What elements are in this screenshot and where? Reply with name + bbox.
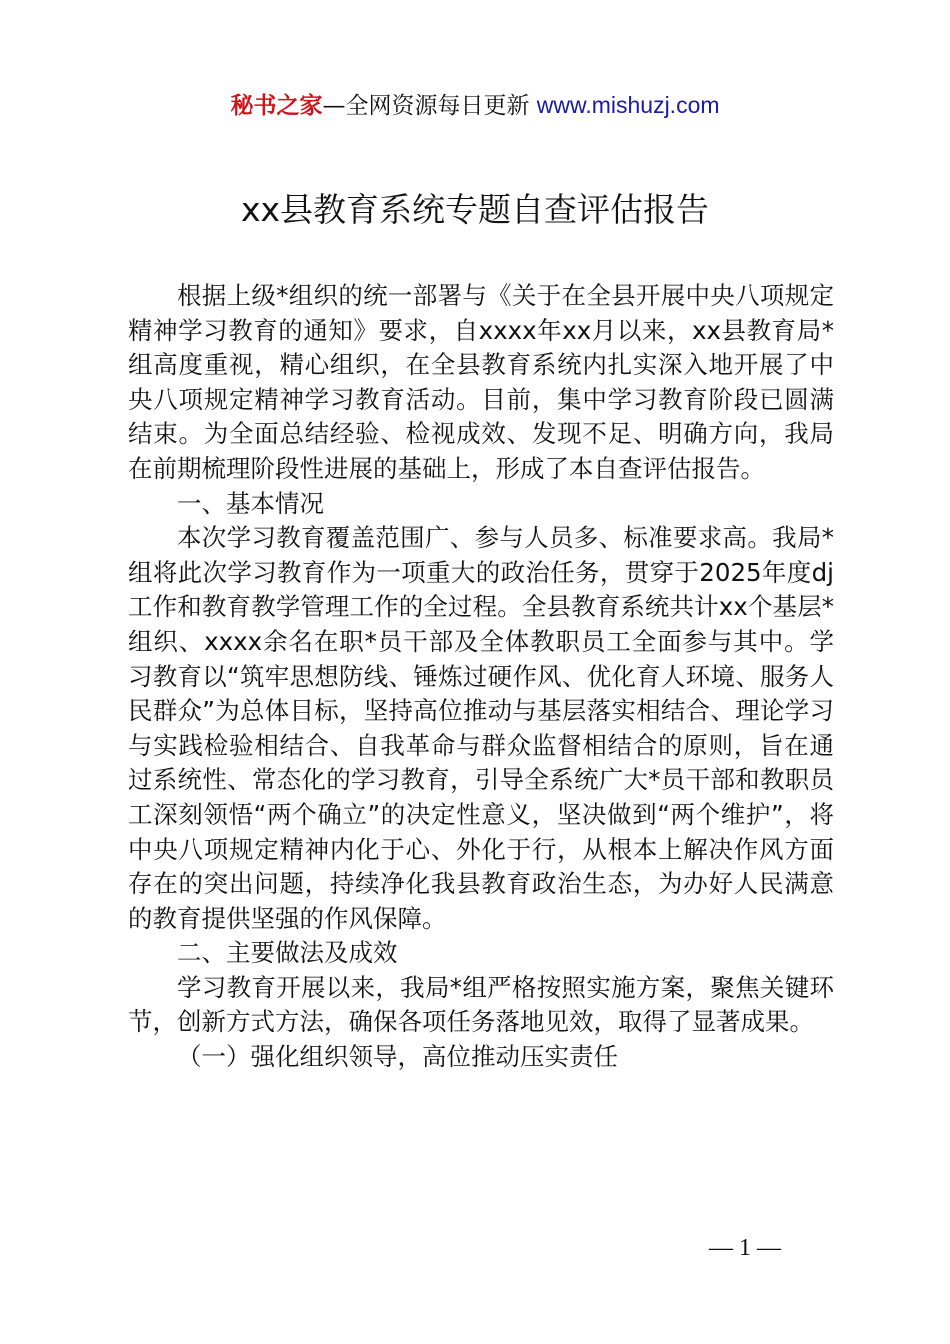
- document-body: [128, 279, 834, 1075]
- page-number: — 1 —: [709, 1235, 781, 1261]
- site-tagline: —全网资源每日更新: [322, 93, 530, 119]
- site-url-link[interactable]: www.mishuzj.com: [536, 92, 720, 118]
- intro-paragraph: 根据上级*组织的统一部署与《关于在全县开展中央八项规定精神学习教育的通知》要求，自xxxx年xx月以来，xx县教育局*组高度重视，精心组织，在全县教育系统内扎实深入地开展了中央八项规定精神学习教育活动。目前，集中学习教育阶段已圆满结束。为全面总结经验、检视成效、发现不足、明确方向，我局在前期梳理阶段性进展的基础上，形成了本自查评估报告。: [128, 281, 834, 483]
- section-heading-main-practices: 二、主要做法及成效: [177, 938, 398, 968]
- main-practices-paragraph: 学习教育开展以来，我局*组严格按照实施方案，聚焦关键环节，创新方式方法，确保各项任务落地见效，取得了显著成果。: [128, 972, 834, 1037]
- site-brand: 秘书之家: [230, 93, 323, 119]
- subsection-heading-organization: （一）强化组织领导，高位推动压实责任: [177, 1042, 618, 1072]
- section-heading-basic-situation: 一、基本情况: [177, 488, 324, 518]
- site-header: [0, 88, 950, 123]
- document-title: xx县教育系统专题自查评估报告: [240, 190, 710, 229]
- basic-situation-paragraph: 本次学习教育覆盖范围广、参与人员多、标准要求高。我局*组将此次学习教育作为一项重大的政治任务，贯穿于2025年度dj工作和教育教学管理工作的全过程。全县教育系统共计xx个基层*组织、xxxx余名在职*员干部及全体教职员工全面参与其中。学习教育以“筑牢思想防线、锤炼过硬作风、优化育人环境、服务人民群众”为总体目标，坚持高位推动与基层落实相结合、理论学习与实践检验相结合、自我革命与群众监督相结合的原则，旨在通过系统性、常态化的学习教育，引导全系统广大*员干部和教职员工深刻领悟“两个确立”的决定性意义，坚决做到“两个维护”，将中央八项规定精神内化于心、外化于行，从根本上解决作风方面存在的突出问题，持续净化我县教育政治生态，为办好人民满意的教育提供坚强的作风保障。: [128, 523, 834, 933]
